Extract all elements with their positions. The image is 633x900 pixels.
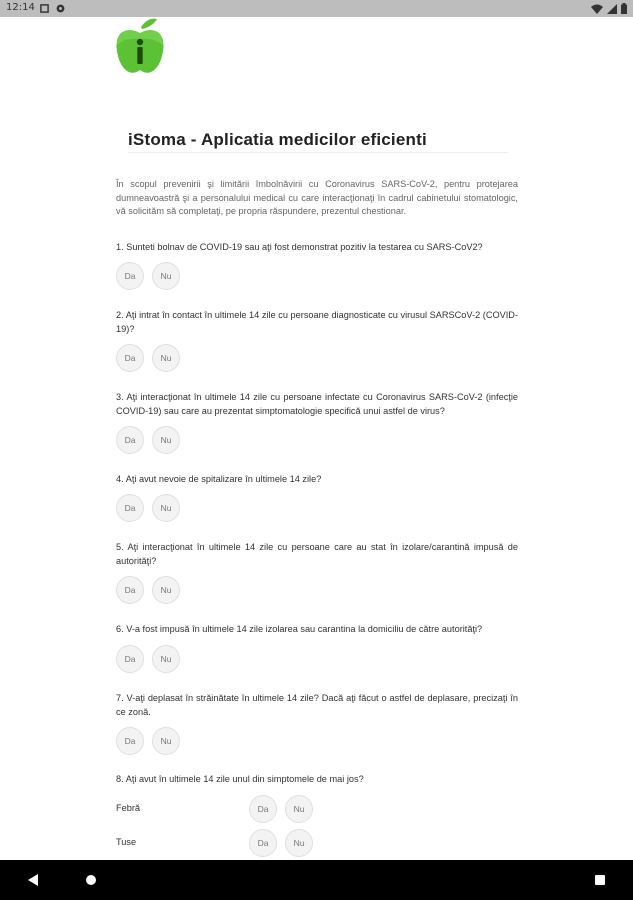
question-4: 4. Aţi avut nevoie de spitalizare în ultimele 14 zile?: [116, 474, 322, 484]
q7-no-button[interactable]: Nu: [152, 727, 180, 755]
istoma-logo-icon: [115, 17, 165, 75]
q6-yes-button[interactable]: Da: [116, 645, 144, 673]
question-2: 2. Aţi intrat în contact în ultimele 14 zile cu persoane diagnosticate cu virusul SARSCoV-2 (COVID-19)?: [116, 310, 518, 334]
q5-no-button[interactable]: Nu: [152, 576, 180, 604]
question-3: 3. Aţi interacţionat în ultimele 14 zile cu persoane infectate cu Coronavirus SARS-CoV-2 (infecţie COVID-19) sau care au prezentat simptomatologie specifică unui astfel de virus?: [116, 392, 518, 416]
symptom-label-fever: Febră: [116, 803, 141, 813]
q2-no-button[interactable]: Nu: [152, 344, 180, 372]
q1-yes-button[interactable]: Da: [116, 262, 144, 290]
fever-no-button[interactable]: Nu: [285, 795, 313, 823]
status-bar: [0, 0, 633, 17]
cough-yes-button[interactable]: Da: [249, 829, 277, 857]
page-title: iStoma - Aplicatia medicilor eficienti: [128, 130, 427, 149]
q7-yes-button[interactable]: Da: [116, 727, 144, 755]
question-7: 7. V-aţi deplasat în străinătate în ultimele 14 zile? Dacă aţi făcut o astfel de deplasare, precizaţi în ce zonă.: [116, 693, 518, 717]
q4-yes-button[interactable]: Da: [116, 494, 144, 522]
battery-icon: [621, 3, 627, 14]
cough-no-button[interactable]: Nu: [285, 829, 313, 857]
navigation-bar: [0, 860, 633, 900]
signal-icon: [607, 4, 617, 14]
q3-yes-button[interactable]: Da: [116, 426, 144, 454]
home-icon[interactable]: [86, 875, 96, 885]
intro-text: În scopul prevenirii şi limitării îmbolnăvirii cu Coronavirus SARS-CoV-2, pentru protejarea dumneavoastră şi a personalului medical cu care interacţionaţi în cadrul cabinetului stomatologic, vă solicităm să completaţi, pe propria răspundere, prezentul chestionar.: [116, 179, 518, 216]
wifi-icon: [591, 4, 603, 14]
q1-no-button[interactable]: Nu: [152, 262, 180, 290]
fever-yes-button[interactable]: Da: [249, 795, 277, 823]
question-1: 1. Sunteti bolnav de COVID-19 sau aţi fost demonstrat pozitiv la testarea cu SARS-CoV2?: [116, 242, 483, 252]
svg-text:i: i: [140, 17, 141, 18]
q4-no-button[interactable]: Nu: [152, 494, 180, 522]
location-icon: [56, 4, 65, 13]
question-6: 6. V-a fost impusă în ultimele 14 zile izolarea sau carantina la domiciliu de către autorităţi?: [116, 624, 483, 634]
q2-yes-button[interactable]: Da: [116, 344, 144, 372]
question-5: 5. Aţi interacţionat în ultimele 14 zile cu persoane care au stat în izolare/carantină impusă de autorităţi?: [116, 542, 518, 566]
symptom-label-cough: Tuse: [116, 837, 137, 847]
recent-apps-icon[interactable]: [595, 875, 605, 885]
questionnaire-scroll-area[interactable]: [0, 17, 633, 860]
status-right-icons: [591, 3, 627, 14]
q5-yes-button[interactable]: Da: [116, 576, 144, 604]
back-icon[interactable]: [28, 874, 38, 886]
q6-no-button[interactable]: Nu: [152, 645, 180, 673]
title-divider: [128, 152, 508, 153]
status-time: 12:14: [6, 2, 35, 13]
q3-no-button[interactable]: Nu: [152, 426, 180, 454]
question-8: 8. Aţi avut în ultimele 14 zile unul din simptomele de mai jos?: [116, 774, 364, 784]
notification-square-icon: [40, 4, 49, 13]
